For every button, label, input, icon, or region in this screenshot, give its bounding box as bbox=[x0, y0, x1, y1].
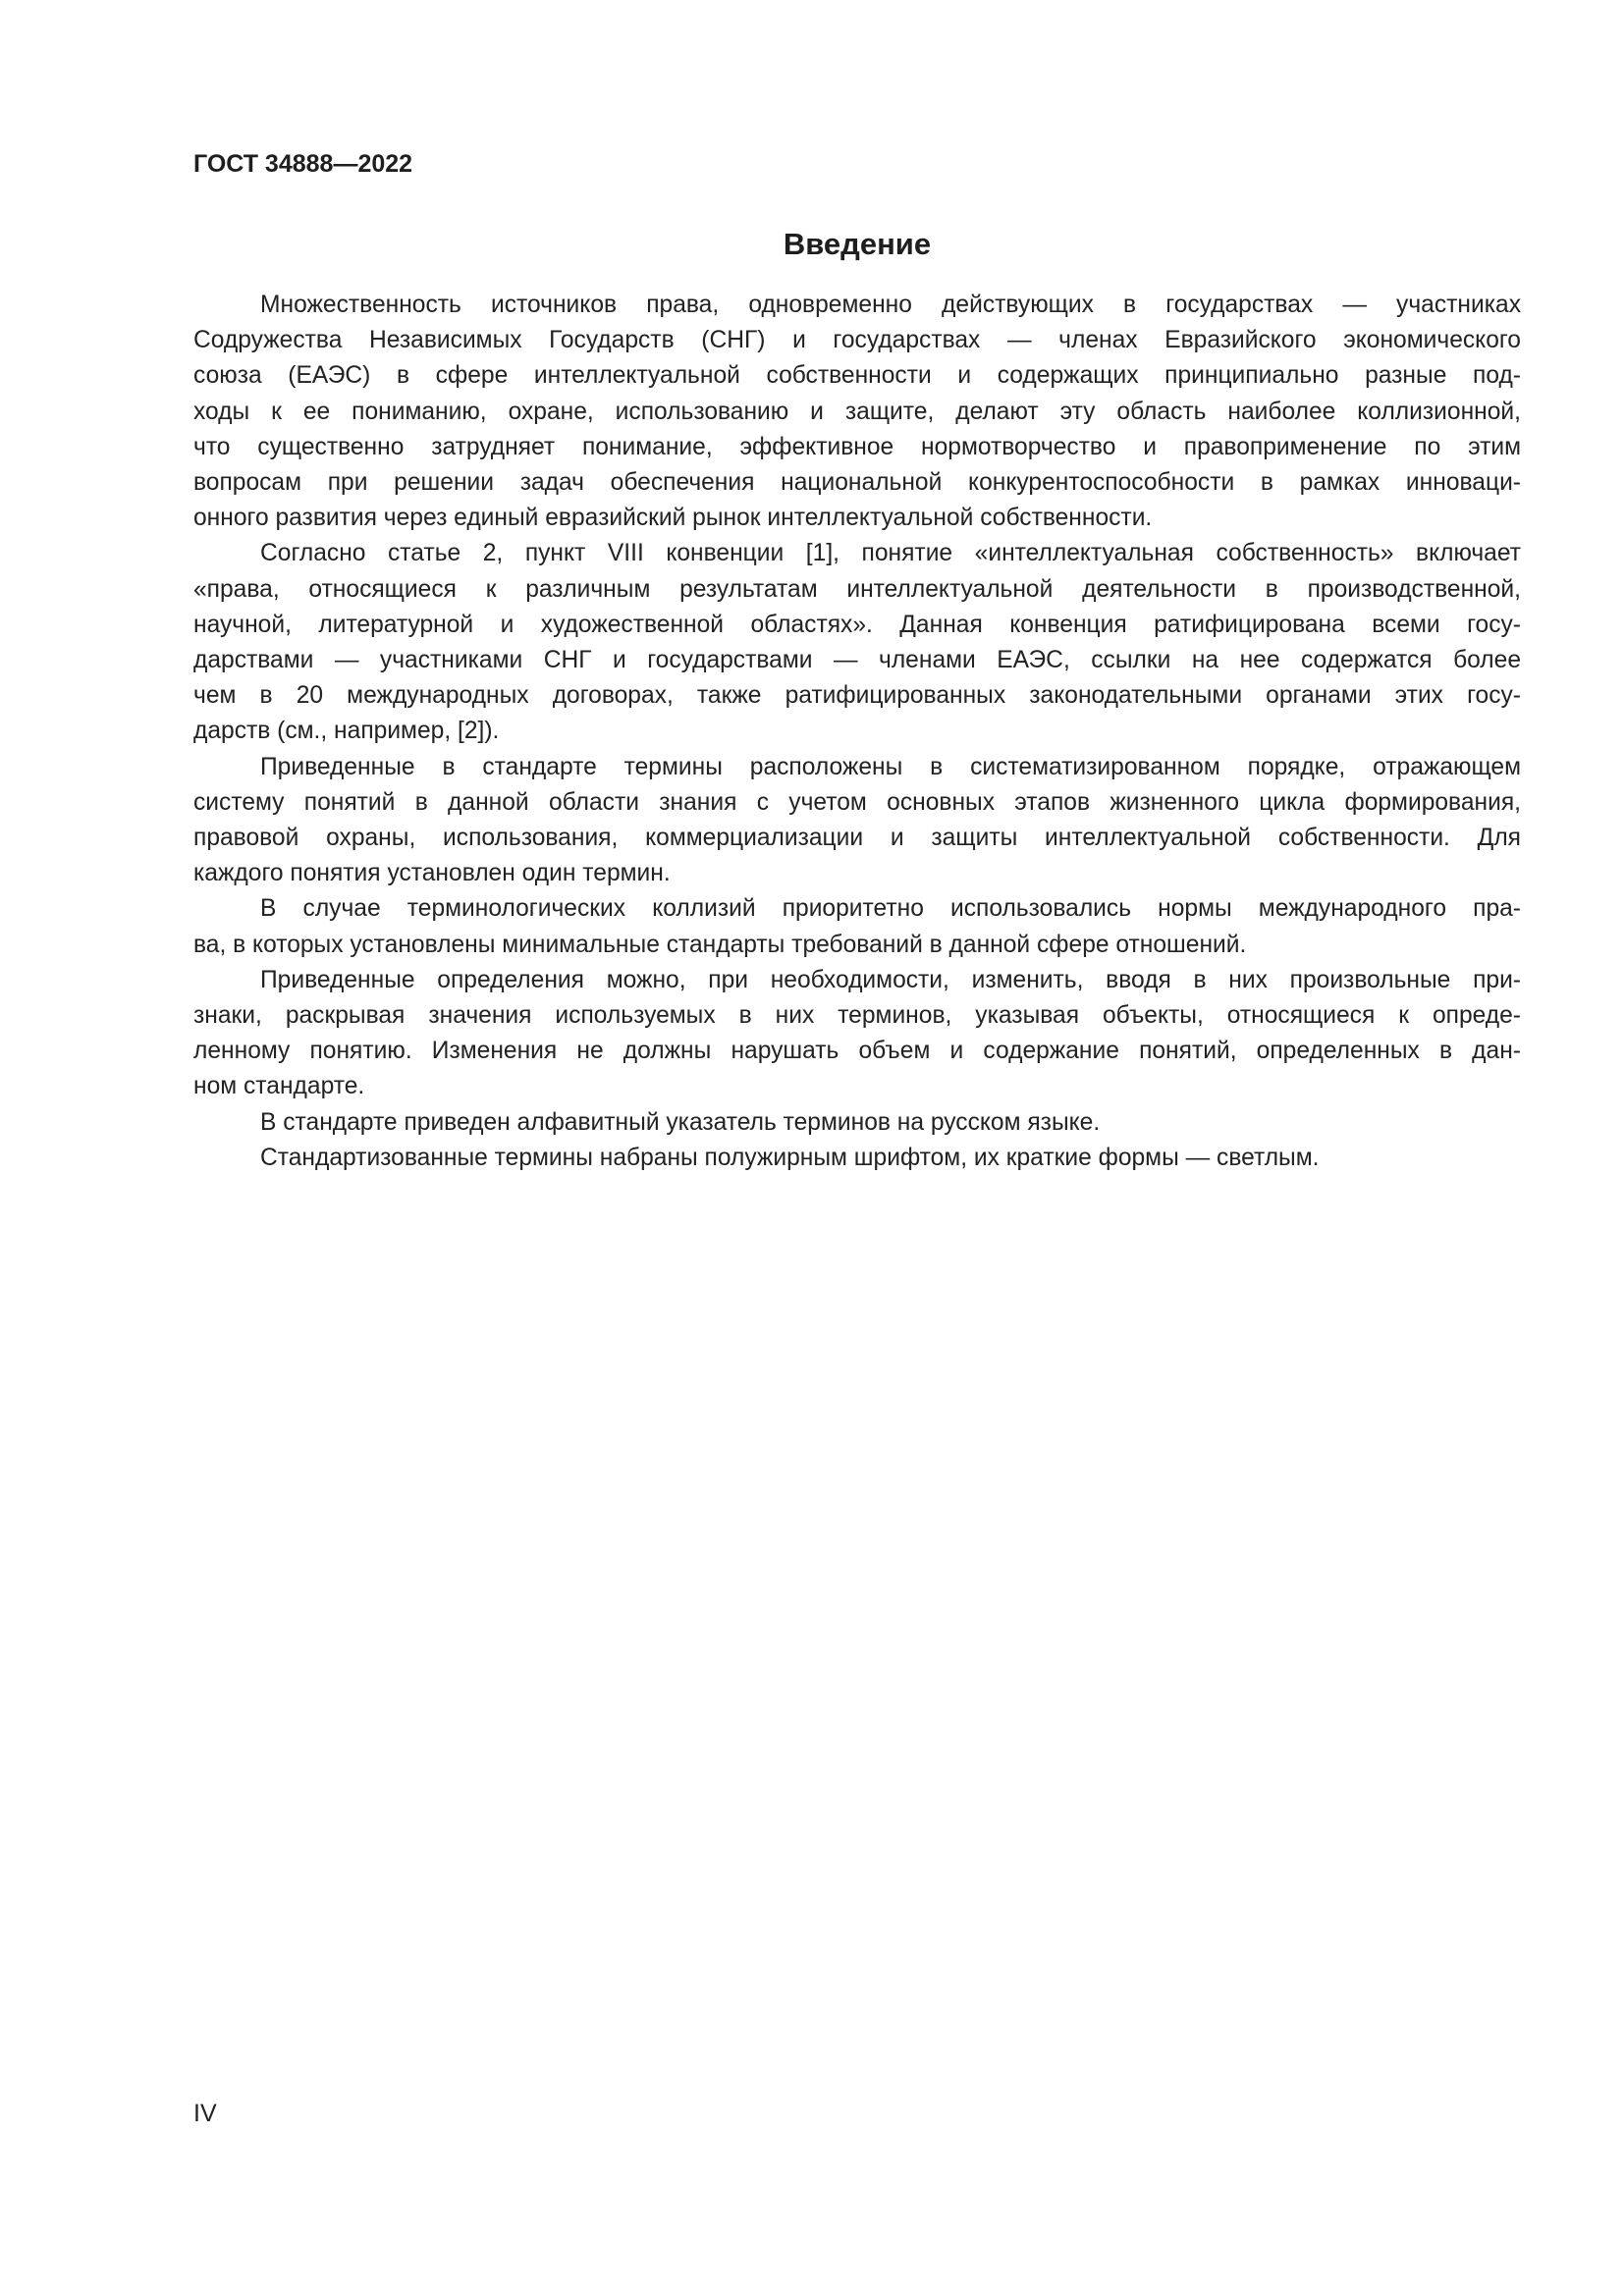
text-line: ленному понятию. Изменения не должны нарушать объем и содержание понятий, определенных в дан- bbox=[193, 1038, 1521, 1065]
paragraph-3 bbox=[193, 750, 1521, 892]
text-line: дарствами — участниками СНГ и государствами — членами ЕАЭС, ссылки на нее содержатся более bbox=[193, 647, 1521, 674]
text-line: Множественность источников права, одновременно действующих в государствах — участниках bbox=[260, 292, 1521, 318]
text-line: Согласно статье 2, пункт VIII конвенции [1], понятие «интеллектуальная собственность» включает bbox=[260, 540, 1521, 567]
section-title: Введение bbox=[783, 227, 932, 261]
document-id-header: ГОСТ 34888—2022 bbox=[193, 150, 413, 178]
text-line: вопросам при решении задач обеспечения национальной конкурентоспособности в рамках инноваци- bbox=[193, 469, 1521, 497]
text-line: Приведенные в стандарте термины расположены в систематизированном порядке, отражающем bbox=[260, 753, 1521, 780]
text-line: знаки, раскрывая значения используемых в них терминов, указывая объекты, относящиеся к опреде- bbox=[193, 1002, 1521, 1030]
text-line: что существенно затрудняет понимание, эффективное нормотворчество и правоприменение по этим bbox=[193, 433, 1521, 460]
text-line: ходы к ее пониманию, охране, использованию и защите, делают эту область наиболее коллизионной, bbox=[193, 398, 1521, 425]
text-line: правовой охраны, использования, коммерциализации и защиты интеллектуальной собственности. Для bbox=[193, 825, 1521, 852]
paragraph-6 bbox=[193, 1105, 1521, 1141]
paragraph-4 bbox=[193, 891, 1521, 962]
page-number: IV bbox=[193, 2100, 217, 2127]
paragraph-2 bbox=[193, 536, 1521, 749]
text-line: дарств (см., например, [2]). bbox=[193, 718, 500, 745]
text-line: «права, относящиеся к различным результатам интеллектуальной деятельности в производственной, bbox=[193, 575, 1521, 603]
text-line: Стандартизованные термины набраны полужирным шрифтом, их краткие формы — светлым. bbox=[260, 1144, 1320, 1171]
text-line: ном стандарте. bbox=[193, 1073, 365, 1100]
text-line: систему понятий в данной области знания с учетом основных этапов жизненного цикла формирования, bbox=[193, 788, 1521, 816]
text-line: союза (ЕАЭС) в сфере интеллектуальной собственности и содержащих принципиально разные под- bbox=[193, 362, 1521, 390]
text-line: каждого понятия установлен один термин. bbox=[193, 860, 671, 887]
text-line: онного развития через единый евразийский рынок интеллектуальной собственности. bbox=[193, 505, 1153, 532]
text-line: Содружества Независимых Государств (СНГ) и государствах — членах Евразийского экономического bbox=[193, 327, 1521, 354]
text-line: ва, в которых установлены минимальные стандарты требований в данной сфере отношений. bbox=[193, 931, 1247, 958]
text-line: В стандарте приведен алфавитный указатель терминов на русском языке. bbox=[260, 1108, 1101, 1136]
text-line: научной, литературной и художественной областях». Данная конвенция ратифицирована всеми госу- bbox=[193, 611, 1521, 638]
text-line: чем в 20 международных договорах, также ратифицированных законодательными органами этих госу- bbox=[193, 682, 1521, 710]
text-line: Приведенные определения можно, при необходимости, изменить, вводя в них произвольные при- bbox=[260, 966, 1521, 993]
paragraph-7 bbox=[193, 1141, 1521, 1176]
paragraph-5 bbox=[193, 963, 1521, 1105]
paragraph-1 bbox=[193, 288, 1521, 536]
text-line: В случае терминологических коллизий приоритетно использовались нормы международного пра- bbox=[260, 895, 1521, 923]
introduction-body bbox=[193, 288, 1521, 1176]
